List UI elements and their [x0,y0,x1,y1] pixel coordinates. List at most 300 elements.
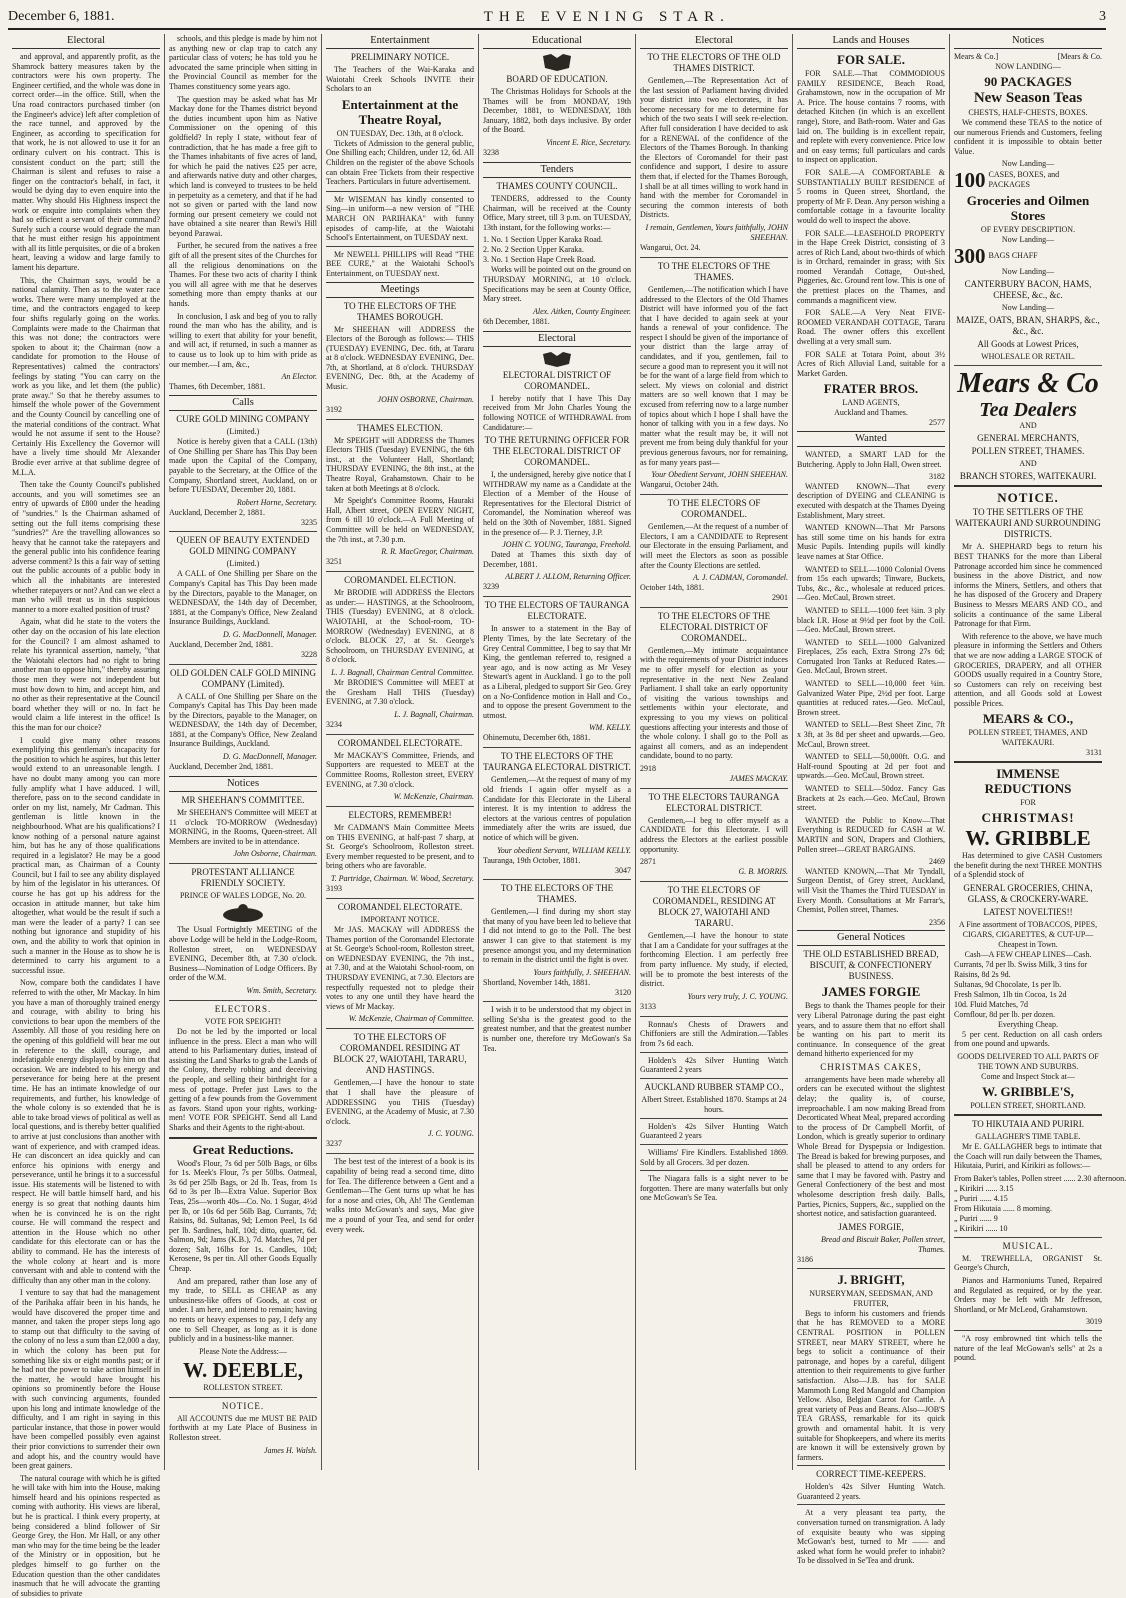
advert-title: CORRECT TIME-KEEPERS. [816,1469,926,1480]
new-season-teas: New Season Teas [973,90,1083,106]
issue-date: December 6, 1881. [8,9,115,24]
dateline: Thames, 6th December, 1881. [169,382,266,392]
advert-address: ROLLESTON STREET. [203,1382,283,1392]
advert-body: A CALL of One Shilling per Share on the Company's Capital has This Day been made by the Directors, payable to the Manager, on WEDNESDAY, the 14th day of December, 1881, at the Company's Office, New Zealand Insurance Buildings, Auckland. [169,569,317,627]
divider [169,1397,317,1398]
reductions-christmas: CHRISTMAS! [981,810,1075,826]
wanted-ad: WANTED the Public to Know—That Everything is REDUCED for CASH at W. MARTIN and SON, Drapers and Clothiers, Pollen street—GREAT BARGAINS. [797,815,945,854]
notice-date: Shortland, November 14th, 1881. [483,977,591,987]
mears-tag-right: [Mears & Co. [1057,52,1102,61]
meeting-body: Gentlemen,—I have the honour to state that I shall have the pleasure of ADDRESSING you THIS (Tuesday) EVENING, at the Academy of Music, at 7.30 o'clock. [326,1078,474,1126]
tender-title: THAMES COUNTY COUNCIL. [496,180,618,191]
advert-signature: Robert Horne, Secretary. [236,497,317,507]
divider [640,1078,788,1079]
column-4 [479,34,636,1470]
article-paragraph: schools, and this pledge is made by him not as anything new or clap trap to catch any particular class of voters; he has told you he advocated the same principle when sitting in the Provincial Council as member for the Thames constituency some years ago. [169,34,317,91]
merchant-trade: NURSERYMAN, SEEDSMAN, AND FRUITER, [809,1288,933,1308]
advert-title: QUEEN OF BEAUTY EXTENDED GOLD MINING COMPANY [176,535,310,557]
timetable-body: Mr E. GALLAGHER begs to intimate that the Coach will run daily between the Thames, Hikutaia, Puriri, and Kirikiri as follows:— [954,1142,1102,1171]
divider [640,257,788,258]
advert-body: A CALL of One Shilling per Share on the Company's Capital has This Day been made by the Directors, payable to the Manager, on WEDNESDAY, the 14th day of December, 1881, at the Company's Office, New Zealand Insurance Buildings, Auckland. [169,691,317,749]
cadman-notice [640,498,788,603]
wholesale-retail: WHOLESALE OR RETAIL. [981,352,1075,362]
divider [169,1137,317,1139]
mears-address: POLLEN STREET, THAMES, AND WAITEKAURI. [968,728,1088,748]
tea-advert: I wish it to be understood that my object in selling Se'sha is the greatest good to the greatest number, and that the greatest number is number one, therefore try McGowan's Sa Tea. [483,1005,631,1053]
wanted-ad: WANTED KNOWN—That every description of DYEING and CLEANING is executed with despatch at the Thames Dyeing Establishment, Mary street. [797,481,945,520]
meeting-body: Mr SHEEHAN will ADDRESS the Electors of the Borough as follows:— THIS (TUESDAY) EVENING, Dec. 6th, at Tararu at 8 o'clock. WEDNESDAY EVENING, Dec. 7th, at Shortland, at 8 o'clock. THURSDAY EVENING, Dec. 8th, at the Academy of Music. [326,324,474,392]
article-paragraph: and approval, and apparently profit, as the Shamrock battery measures taken by the contractors were his own property. The Engineer certified, and the whole was done in correct order—in the office. Still, when the Una road contractors purchased timber (on the Engineer's advice) left after completion of the race tunnel, and approved by the Engineer, as according to specification for that work, he is not allowed to use it for an ordinary culvert on his contract. This is consistent conduct on the part; still the Chairman is silent and refuses to raise a finger on the contractor's behalf, in fact, it would be dying day to even enquire into the matter. Why should His Highness inspect the work or enquire into complaints when they had so efficient a servant of their command? Surely such a course would degrade the man that he must either resign his appointment with all its little perquisites, or die of a broken heart, leaving a widow and large family to lament his departure. [12,52,160,273]
meeting-body: Mr BRODIE will ADDRESS the Electors as under:— HASTINGS, at the Schoolroom, THIS (Tuesday) EVENING, at 8 o'clock. WAIOTAHI, at the School-room, TO-MORROW (Wednesday) EVENING, at 8 o'clock. BLOCK 27, at St. George's Schoolroom, on THURSDAY EVENING, at 8 o'clock. [326,588,474,665]
notice-body: Gentlemen,—I find during my short stay that many of you have been led to believe that I did not intend to go to the Poll. The best answer I can give to that statement is my presence amongst you, and my determination to remain in the district until the fight is over. [483,907,631,965]
divider [640,788,788,789]
advert-subtitle: (Limited.) [226,559,260,569]
advert-number: 3186 [797,1254,813,1264]
notice-signature: Yours faithfully, J. SHEEHAN. [533,967,631,977]
wanted-ad: WANTED to SELL—10,000 feet ¼in. Galvanized Water Pipe, 2½d per foot. Large quantities at reduced rates.—Geo. McCaul, Brown street. [797,679,945,717]
meeting-number: 3192 [326,404,342,414]
musical-body: Pianos and Harmoniums Tuned, Repaired and Regulated as required, or by the year. Orders may be left with Mr Jeffreson, Shortland, or Mr McLeod, Grahamstown. [954,1276,1102,1314]
notice-body: With reference to the above, we have much pleasure in informing the Settlers and Others that we are now adding a LARGE STOCK of GROCERIES, DRAPERY, and all OTHER GOODS usually required in a Country Store, so Customers can rely on receiving best attention, and all Goods sold at Lowest possible Prices. [954,631,1102,708]
notice-number: 2871 [640,857,656,867]
musical-name: M. TREWHELLA, ORGANIST St. George's Church, [954,1253,1102,1273]
gribble-tobacco: A Fine assortment of TOBACCOS, PIPES, CIGARS, CIGARETTES, & CUT-UP—Cheapest in Town. [958,919,1098,949]
notice-number: 3047 [615,865,631,875]
meeting-title: COROMANDEL ELECTORATE. [337,902,463,913]
divider [797,1504,945,1505]
meeting-signature: L. J. Bagnall, Chairman. [394,709,474,719]
gribble-cheap: Everything Cheap. [998,1019,1058,1029]
meeting-body: Mr JAS. MACKAY will ADDRESS the Thames portion of the Coromandel Electorate at St. George's School-room, Rolleston street, on WEDNESDAY EVENING, the 7th inst., at 7.30, and at the Waiotahi School-room, on THURSDAY EVENING, at 7.30. Electors are respectfully requested not to pledge their votes to any one until they have heard the views of Mr Mackay. [326,925,474,1011]
notice-body: Gentlemen,—I beg to offer myself as a CANDIDATE for this Electorate. I will address the Electors at the earliest possible opportunity. [640,815,788,854]
divider [640,1052,788,1053]
property-listing: FOR SALE.—LEASEHOLD PROPERTY in the Hape Creek District, consisting of 3 acres of Rich Land, about two-thirds of which is in Orchard, remainder in grass; with Six roomed Verandah Cottage, Out-shed, Piggeries, &c. Ground rent low. This is one of the prettiest places on the Thames, and commands a magnificent view. [797,228,945,305]
wanted-ad: WANTED, a SMART LAD for the Butchering. Apply to John Hall, Owen street. [797,450,945,469]
meeting-sheehan [326,301,474,415]
notice-title: PRELIMINARY NOTICE. [350,52,450,62]
notice-title: TO THE ELECTORS TAURANGA ELECTORAL DISTRICT. [648,791,780,813]
divider [640,607,788,608]
timetable-row: „ Kirikiri ...... 3.15 [954,1183,1014,1193]
tea-dealers-logo: Tea Dealers [979,399,1077,422]
notice-title: PROTESTANT ALLIANCE FRIENDLY SOCIETY. [191,867,295,889]
packages-headline: 90 PACKAGES [984,74,1072,89]
notice-signature: Yours very truly, J. C. YOUNG. [687,991,788,1001]
meeting-signature: W. McKenzie, Chairman of Committee. [348,1014,474,1024]
notice-body: Gentlemen,—My intimate acquaintance with the requirements of your District induces me to offer myself for election as your representative in the next New Zealand Parliament. I shall take an early opportunity of visiting the various townships and settlements within your electorate, and expressing to you my views on political questions affecting your interests and those of the whole colony. I shall go to the Poll as against all comers, and as an independent candidate, bound to no party. [640,645,788,761]
meeting-title: COROMANDEL ELECTORATE. [337,737,463,748]
tea-advert: "A rosy embrowned tint which tells the nature of the leaf McGowan's sells" at 2s a pound. [954,1333,1102,1363]
notice-body: Tickets of Admission to the general public, One Shilling each; Children, under 12, 6d. All Children on the register of the above Schools can obtain Free Tickets from their respective Teachers. Particulars in future advertisement. [326,138,474,187]
small-advert: Ronnau's Chests of Drawers and Chiffoniers are still the Admiration.—Tables from 7s 6d each. [640,1019,788,1048]
notice-date: Ohinemutu, December 6th, 1881. [483,733,591,743]
gribble-address: POLLEN STREET, SHORTLAND. [970,1101,1086,1111]
column-heading: Electoral [12,34,160,49]
tender-date: 6th December, 1881. [483,316,550,326]
notice-signature: I remain, Gentlemen, Yours faithfully, JOHN SHEEHAN. [645,222,788,242]
advert-number: 3019 [1086,1317,1102,1327]
mears-header [954,52,1102,62]
advert-title: OLD GOLDEN CALF GOLD MINING COMPANY (Limited). [170,667,316,689]
meeting-number: 3234 [326,719,342,729]
meeting-signature: T. Partridge, Chairman. W. Wood, Secretary. [330,874,474,884]
wanted-ad: WANTED to SELL—50,000ft. O.G. and Half-round Spouting at 2d per foot and upwards.—Geo. McCaul, Brown street. [797,752,945,781]
page-columns [8,34,1126,1598]
notice-signature: A. J. CADMAN, Coromandel. [692,573,788,583]
property-listing: FOR SALE at Totara Point, about 3½ Acres of Rich Alluvial Land, suitable for a Market Garden. [797,349,945,378]
notice-body: Mr A. SHEPHARD begs to return his BEST THANKS for the more than Liberal Patronage accorded him since he commenced business in the above District, and now informs the Miners, Settlers, and others that he has disposed of the Grocery and Drapery Business to Messrs MEARS AND CO., and solicits a continuance of the same Liberal Patronage for that Firm. [954,542,1102,629]
mears-name: MEARS & CO., [982,711,1074,727]
morris-notice [640,792,788,877]
notice-headline: Entertainment at the Theatre Royal, [341,96,459,127]
article-paragraph: Then take the County Council's published accounts, and you will sometimes see an entry of upwards of £800 under the heading of "sundries." Is the Chairman ashamed of setting out the full items comprising these "sundries?" Are the travelling allowances so heavy that he cannot take the ratepayers and the general public into his confidence fearing adverse comment? Is this a fair way of setting out the public accounts of a public body in which all the inhabitants are interested whether ratepayers or not? And can we elect a man who will treat us in this suspicious manner to a more exalted position of trust? [12,480,160,614]
notice-body: All ACCOUNTS due me MUST BE PAID forthwith at my Late Place of Business in Rolleston street. [169,1413,317,1442]
notice-title: TO THE ELECTORS OF THE TAURANGA ELECTORAL DISTRICT. [483,751,631,773]
notice-number: 3238 [483,147,499,157]
meeting-title: ELECTORS, REMEMBER! [348,810,452,821]
notice-body: Do not be led by the imported or local influence in the press. Elect a man who will attend to his Parliamentary duties, instead of assisting the Land Sharks to grab the Lands of the Colony, thereby robbing and deceiving the people, and selling their birthright for a mess of pottage. Prefer just Laws to the getting of a few pounds from the Government as favors. Stand upon your rights, working-men! VOTE FOR SPEIGHT. Send all Land Sharks and their Agents to the right-about. [169,1027,317,1132]
timetable-row: „ Puriri ...... 4.15 [954,1193,1008,1203]
advert-product: CHRISTMAS CAKES, [820,1061,922,1072]
chaff-desc: BAGS CHAFF [988,251,1038,261]
notice-signature: WM. KELLY. [588,723,631,733]
agent-subtitle: LAND AGENTS, [842,398,900,408]
meeting-title: THAMES ELECTION. [357,422,443,433]
divider [640,881,788,882]
advert-number: 2469 [929,857,945,867]
meeting-number: 3237 [326,1139,342,1149]
notice-date: Dated at Thames this sixth day of December, 1881. [483,550,631,569]
divider [326,1028,474,1029]
column-5 [636,34,793,1470]
advert-body: Notice is hereby given that a CALL (13th) of One Shilling per Share has This Day been made upon the Capital of the Company, payable to the Secretary, at the Office of the Company, Shortland street, Auckland, on or before TUESDAY, December 20, 1881. [169,437,317,495]
gribble-novelties: LATEST NOVELTIES!! [983,906,1073,917]
article-paragraph: The question may be asked what has Mr Mackay done for the Thames district beyond the duties incumbent upon him as Native Commissioner on the opening of this goldfield? In reply I state, without fear of contradiction, that he has made a free gift to the Thames inhabitants of five acres of land, for which he paid the natives £25 per acre, and afterwards native duty and other charges, which land is conveyed to trustees to be held in perpetuity as a cemetery, and that if he had not so given or parted with the land now forming our present cemetery we could not have obtained a site nearer than Rewi's Hill beyond Parawai. [169,94,317,238]
notice-body: Mr NEWELL PHILLIPS will Read "THE BEE CURE," at the Waiotahi School's Entertainment, on TUESDAY next. [326,249,474,278]
article-paragraph: In conclusion, I ask and beg of you to rally round the man who has the ability, and is willing to exert that ability for your benefit, and will act, if returned, in such a manner as to cause us to look up to him with pride as our member.—I am, &c., [169,311,317,369]
meeting-number: 3251 [326,557,342,567]
advert-body: Begs to inform his customers and friends that he has REMOVED to a MORE CENTRAL POSITION in POLLEN STREET, near MARY STREET, where he begs to solicit a continuance of their patronage, and hopes by a careful, diligent attention to their requirements to give further satisfaction. Also—J.B. has for SALE Mammoth Long Red Mangold and Champion Yellow. Also, Belgian Carrot for Cattle. A great variety of Peas and Beans. Also—JOB'S TEA GRASS, remarkable for its quick growth and ornamental habit. It is very suitable for Shopkeepers, and where its merits are known it will be extensively grown by farmers. [797,1308,945,1462]
meeting-subtitle: IMPORTANT NOTICE. [360,915,440,925]
notice-body: Gentlemen,—At the request of many of my old friends I again offer myself as a Candidate for this Electorate in the Liberal interest. It is my intention to address the electors at the various centres of population immediately after the writs are issued, due notice of which will be given. [483,775,631,842]
divider [640,1016,788,1017]
divider [954,1330,1102,1331]
meeting-title: TO THE ELECTORS OF COROMANDEL RESIDING AT BLOCK 27, WAIOTAHI, TARARU, AND HASTINGS. [333,1032,467,1076]
divider [954,761,1102,763]
notice-date: Wangarui, October 24th. [640,480,719,490]
notice-title: TO THE ELECTORS OF THE ELECTORAL DISTRICT OF COROMANDEL. [657,610,771,643]
section-heading-meetings: Meetings [326,282,474,298]
article-paragraph: I could give many other reasons exemplifying this gentleman's incapacity for the position to which he aspires, but this letter would extend to an unreasonable length. I have no doubt many among you can more fully amplify what I have adduced. I will, therefore, pass on to the second candidate in order on my list, namely, Mr Cadman. This gentleman is little known in the neighbourhood. What are his qualifications? I know nothing of a personal nature against him, but has he any of those qualifications required in a legislator? He may be a good practical man, as Chairman of a County Council, but I fail to see any ability displayed by him of the legislator in his utterances. Of course he has got up his address for the occasion in attitude manner, but take him altogether, what would be the result if such a man were the leader of a party? I can see nothing but ignorance and stupidity of his own, and the ability to work that opinion in such a manner in the House as to show he is determined to carry his argument to a successful issue. [12,735,160,975]
tender-item: 2. No. 2 Section Upper Karaka. [483,245,584,255]
brand-subtitle: GENERAL MERCHANTS, [977,433,1079,444]
signature: An Elector. [281,372,317,382]
meeting-title: COROMANDEL ELECTION. [344,575,456,586]
timetable-row: From Hikutaia ...... 8 morning. [954,1203,1052,1213]
tea-advert: The best test of the interest of a book is its capability of being read a second time, ditto for Tea. The difference between a Gent and a Gentleman—The Gent turns up what he has for a nose and cries, Oh, Ah! The Gentleman walks into McGowan's and says, Mac give me a pound of your Tea, and send for order every week. [326,1157,474,1234]
divider [954,365,1102,366]
column-heading: Entertainment [326,34,474,49]
price-line: Fresh Salmon, 1lb tin Cocoa, 1s 2d [954,989,1067,999]
tender-body: TENDERS, addressed to the County Chairman, will be received at the County Office, Mary street, till 3 p.m. on TUESDAY, 13th instant, for the following works:— [483,193,631,232]
maize-line: MAIZE, OATS, BRAN, SHARPS, &c., &c., &c. [956,315,1100,337]
divider [169,531,317,532]
wanted-ad: WANTED to SELL—1000 Colonial Ovens from 15s each upwards; Tinware, Buckets, Tubs, &c., &c., wholesale at reduced prices.—Geo. McCaul, Brown street. [797,564,945,603]
now-landing: NOW LANDING— [995,62,1061,71]
section-heading-wanted: Wanted [797,431,945,447]
notice-number: 2901 [772,593,788,603]
timetable-title: TO HIKUTAIA AND PURIRI. [971,1119,1085,1130]
timetable-row: From Baker's tables, Pollen street ...... 2.30 afternoon. [954,1173,1126,1183]
section-heading-general: General Notices [797,930,945,946]
article-paragraph: This, the Chairman says, would be a national calamity. Then as to the water race works. There were many unemployed at the time, and the contractors engaged to keep four shifts regularly going on the works. Complaints were made to the Chairman that this was not done; the contractors were spoken to about it; the Chairman (now a candidate for promotion to the House of Representatives) calmed the contractors' feelings by stating "You can carry on the work as you like, and let them (the public) prate away." So that he thereby assumes to himself the whole power of the Government and the County Council by cancelling one of the material conditions of the contract. What would he not assume if sent to the House? Certainly His Excellency the Governor will have a lively time should Mr Alexander Brodie ever arrive at that sublime degree of M.L.A. [12,275,160,477]
property-listing: FOR SALE.—A COMFORTABLE & SUBSTANTIALLY BUILT RESIDENCE of 5 rooms in Queen street, Shortland, the property of Mr F. Dean. Any person wishing a comfortable cottage in a favourite locality would do well to inspect the above. [797,167,945,225]
mears-tag-left: Mears & Co.] [954,52,999,61]
advert-number: 2356 [929,917,945,927]
advert-title: Great Reductions. [192,1141,294,1157]
notice-signature: Your obedient Servant, WILLIAM KELLY. [497,845,631,855]
notice-subtitle: VOTE FOR SPEIGHT! [204,1017,282,1026]
notice-title: TO THE ELECTORS OF THE THAMES. [500,883,614,905]
notice-number: 3239 [483,582,499,592]
notice-title: NOTICE. [997,490,1059,506]
wanted-ad: WANTED to SELL—1000 feet ¼in. 3 ply black I.R. Hose at 9½d per foot by the Coil.—Geo. McCaul, Brown street. [797,605,945,635]
article-paragraph: Further, he secured from the natives a free gift of all the present sites of the Churches for all the religious denominations on the Thames. For these two acts of charity I think you will all agree with me that he deserves something more than empty thanks at our hands. [169,241,317,309]
advert-body: Wood's Flour, 7s 6d per 50lb Bags, or 6lbs for 1s. Meek's Flour, 7s per 50lbs. Oatmeal, 3s 6d per 25lb Bags, or 2d lb. Teas, from 1s 6d to 3s per lb—Extra Value. Superior Box Teas, 25s—worth 40s—Co. No. 1 Sugar, 4½d per lb, or 10s 6d per 56lb Bag. Currants, 7d; Raisins, 8d. Sultanas, 9d; Lemon Peel, 1s 6d per lb. Sardines, half, 10d; ditto, quarter, 6d. Salmon, 9d; Jams (K.B.), 7d. Matches, 7d per dozen; Salt, 16lbs for 1s. Candles, 10d; Kerosene, 9s per tin. All other Goods Equally Cheap. [169,1158,317,1274]
meeting-title: TO THE ELECTORS OF THE THAMES BOROUGH. [343,300,457,322]
meeting-signature: W. McKenzie, Chairman. [393,792,474,802]
teas-subtitle: CHESTS, HALF-CHESTS, BOXES. [968,108,1088,117]
coat-of-arms-icon [537,350,577,368]
now-landing: Now Landing— [1001,303,1055,313]
notice-signature: Your Obedient Servant, JOHN SHEEHAN. [651,470,788,480]
lodge-emblem-icon [220,903,266,923]
agent-name: FRATER BROS. [823,381,919,397]
column-heading: Lands and Houses [797,34,945,49]
property-listing: FOR SALE.—A Very Neat FIVE-ROOMED VERANDAH COTTAGE, Tararu Road. The owner offers this excellent dwelling at a very small sum. [797,308,945,347]
groceries-count: 100 [954,168,986,193]
notice-title: TO THE ELECTORS OF THE OLD THAMES DISTRICT. [647,52,781,73]
meeting-signature: J. C. YOUNG. [427,1129,474,1139]
meeting-body: Mr Speight's Committee Rooms, Hauraki Hall, Albert street, OPEN EVERY NIGHT, from 6 till 10 o'clock.—A Full Meeting of Committee will be held on WEDNESDAY, the 7th inst., at 7.30 p.m. [326,496,474,544]
notice-sheehan-committee [169,795,317,859]
groceries-desc: CASES, BOXES, and PACKAGES [988,170,1060,190]
chaff-count: 300 [954,244,986,269]
notice-body: Gentlemen,—At the request of a number of Electors, I am a CANDIDATE to Represent our Electorate in the ensuing Parliament, and will meet the Electors as soon as possible after the County Elections are settled. [640,522,788,570]
newspaper-title: THE EVENING STAR. [483,8,730,25]
tender-items [483,235,631,265]
section-heading-notices: Notices [169,776,317,792]
divider [640,1118,788,1119]
divider [326,246,474,247]
divider [797,1268,945,1269]
article-paragraph: Again, what did he state to the voters the other day on the occasion of his late election for the Council? I am almost ashamed to relate his tyrannical assertion, namely, "that the Waiotahi electors had no right to bring another man to oppose him," thereby assuring those men they were not independent but must bow down to him, and accept him, and no other as their representative at the Council board whether they will or no. In fact he would claim a life interest in the office! Is this the man for our choice? [12,617,160,732]
section-heading-tenders: Tenders [483,162,631,178]
meeting-coromandel-electorate [326,738,474,802]
reductions-title: IMMENSE REDUCTIONS [984,766,1072,797]
timetable-rows [954,1173,1126,1234]
notice-signature: ALBERT J. ALLOM, Returning Officer. [505,572,631,582]
gribble-price-list [954,960,1102,1020]
wanted-ad: WANTED to SELL—50doz. Fancy Gas Brackets at 2s each.—Geo. McCaul, Brown street. [797,784,945,813]
property-listing: FOR SALE.—That COMMODIOUS FAMILY RESIDENCE, Beach Road, Grahamstown, now in the occupation of Mr A. Price. The house contains 7 rooms, with detached Kitchen (in which is an excellent range), Store, and Bath-room. Water and Gas laid on. The building is in excellent repair, and replete with every convenience. Price low and on easy terms; full particulars and cards to inspect on application. [797,69,945,165]
notice-body: Gentlemen,—The notification which I have addressed to the Electors of the Old Thames District will have informed you of the fact that I have decided to again seek at your hands a renewal of your confidence. The respect I should be given of the importance of your district than the large array of candidates, and if you, gentlemen, fail to secure a good man to represent you it will not be for the want of a large field from which to select. My views on colonial and district matters are so well known that I may be excused from referring now to a large number of topics about which I hope I shall have the honor of talking with you in a few days. No matter what the result may be, it will not prevent me from being duly thankful for your previous generous favours, nor for remaining, as for many years past— [640,284,788,467]
advert-title: THE OLD ESTABLISHED BREAD, BISCUIT, & CONFECTIONERY BUSINESS. [803,949,939,982]
notice-number: 3133 [640,1001,656,1011]
advert-signature: D. G. MacDonnell, Manager. [223,629,317,639]
advert-number: 3228 [301,649,317,659]
advert-body: Holden's 42s Silver Hunting Watch. Guaranteed 2 years. [797,1482,945,1501]
advert-body: Begs to thank the Thames people for their very Liberal Patronage during the past eight years, and to assure them that no effort shall be wanting on his part to merit its continuance. In consequence of the great demand hitherto experienced for my [797,1001,945,1059]
groceries-line [954,169,1102,191]
notice-body: Mr SHEEHAN'S Committee will MEET at 11 o'clock TO-MORROW (Wednesday) MORNING, in the Rooms, Queen-street. All Members are invited to be in attendance. [169,808,317,846]
meeting-body: Mr MACKAY'S Committee, Friends, and Supporters are requested to MEET at the Committee Rooms, Rolleston street, EVERY EVENING, at 7.30 o'clock. [326,750,474,789]
small-advert: Williams' Fire Kindlers. Established 1869. Sold by all Grocers. 3d per dozen. [640,1147,788,1167]
advert-number: 3235 [301,517,317,527]
divider [797,1465,945,1466]
meeting-electors-remember [326,810,474,894]
divider [326,419,474,420]
brand-conjunction: AND [1019,421,1037,431]
gribble-come: Come and Inspect Stock at— [981,1072,1075,1082]
small-advert: The Niagara falls is a sight never to be forgotten. There are many waterfalls but only one McGowan's Se Tea. [640,1174,788,1203]
gribble-cash: Cash—A FEW CHEAP LINES—Cash. [964,949,1092,959]
tender-notice [483,181,631,327]
groceries-subtitle: OF EVERY DESCRIPTION. [980,225,1076,235]
sheehan-thames [640,261,788,490]
advert-old-golden-calf [169,668,317,773]
notice-title: TO THE ELECTORS OF THE THAMES. [657,260,771,282]
column-heading: Electoral [640,34,788,49]
meeting-young [326,1032,474,1149]
meeting-mackay [326,902,474,1024]
wanted-ad: WANTED KNOWN,—That Mr Tyndall, Surgeon Dentist, of Grey street, Auckland, will Visit the Thames the Third TUESDAY in Every Month. Consultations at Mr Farrar's, Chemist, Pollen street, Thames. [797,866,945,915]
divider [640,1144,788,1145]
tender-item: 1. No. 1 Section Upper Karaka Road. [483,235,603,245]
divider [326,191,474,192]
divider [326,1153,474,1154]
withdrawal-notice [483,370,631,593]
gribble-goods: GENERAL GROCERIES, CHINA, GLASS, & CROCKERY-WARE. [963,882,1093,904]
notice-body: I, the undersigned, hereby give notice that I WITHDRAW my name as a Candidate at the Election of a Member of the House of Representatives for the Electoral District of Coromandel, the Nomination whereof was held on the 30th of November, 1881. Signed in the presence of— P. J. Tierney, J.P. [483,470,631,537]
divider [954,485,1102,487]
price-line: 10d. Fluid Matches, 7d [954,999,1028,1009]
now-landing: Now Landing— [1001,267,1055,277]
notice-title: TO THE ELECTORS OF COROMANDEL. [667,498,761,520]
column-heading: Notices [954,34,1102,49]
column-3 [322,34,479,1470]
advert-date: Auckland, December 2, 1881. [169,507,265,517]
notice-signature: Wm. Smith, Secretary. [246,986,317,995]
agent-address: Auckland and Thames. [834,408,908,418]
small-advert-title: AUCKLAND RUBBER STAMP CO., [644,1081,784,1092]
wanted-ad: WANTED KNOWN—That Mr Parsons has still some time on his hands for extra Music Pupils. Intending pupils will kindly leave names at Star Office. [797,523,945,561]
price-line: Raisins, 8d 2s 9d. [954,969,1011,979]
notice-subtitle: TO THE SETTLERS OF THE WAITEKAURI AND SURROUNDING DISTRICTS. [955,507,1101,540]
divider [483,747,631,748]
meeting-signature: R. R. MacGregor, Chairman. [381,547,474,557]
tender-item: 3. No. 1 Section Hape Creek Road. [483,255,596,265]
notice-title: ELECTORAL DISTRICT OF COROMANDEL. [502,369,612,391]
meeting-body: Mr CADMAN'S Main Committee Meets on THIS EVENING, at half-past 7 sharp, at St. George's Schoolroom, Rolleston street. Every member requested to be present, and to bring others who are favorable. [326,823,474,871]
advert-date: Auckland, December 2nd, 1881. [169,639,273,649]
divider [483,596,631,597]
notice-body: In answer to a statement in the Bay of Plenty Times, by the late Secretary of the Grey Central Committee, I beg to say that Mr King, the gentleman referred to, resigned a year ago, and is now acting as Mr Vesey Stewart's agent in Auckland. I go to the poll as a Liberal, pledged to support Sir Geo. Grey on a No-Confidence motion in Hall and Co., and to oppose the present Government to the utmost. [483,624,631,720]
divider [483,879,631,880]
young-notice [640,885,788,1012]
education-board-notice [483,74,631,158]
tender-body: Works will be pointed out on the ground on THURSDAY MORNING, at 10 o'clock. Specifications may be seen at County Office, Mary street. [483,265,631,304]
advert-number: 3182 [929,472,945,482]
tea-advert: At a very pleasant tea party, the conversation turned on transmigration. A lady of exquisite beauty who was sipping McGowan's best, turned to Mr —— and asked what form he would prefer to inhabit? To be dissolved in Se'Tea and drunk. [797,1508,945,1566]
tender-signature: Alex. Aitken, County Engineer. [532,306,631,316]
section-heading-calls: Calls [169,395,317,411]
masthead [8,6,1106,30]
coat-of-arms-icon [537,52,577,72]
merchant-name: J. BRIGHT, [837,1271,905,1287]
column-2 [165,34,322,1470]
notice-title: BOARD OF EDUCATION. [506,74,608,84]
divider [326,898,474,899]
divider [954,1114,1102,1116]
advert-merchant-name: W. DEEBLE, [182,1357,304,1382]
gribble-body: Has determined to give CASH Customers the benefit during the next THREE MONTHS of a Splendid stock of [954,851,1102,880]
for-sale-heading: FOR SALE. [837,52,905,67]
advert-cure-gold-mining [169,414,317,527]
advert-body: And am prepared, rather than lose any of my trade, to SELL as CHEAP as any unbusiness-like offers of Goods, at cost or under. I am here, and intend to remain; having no rents or heavy expenses to pay, I defy any one to Sell Cheaper, as long as it is done publicly and in a business-like manner. [169,1276,317,1344]
notice-number: 2918 [640,763,656,773]
notice-body: I hereby notify that I have This Day received from Mr John Charles Young the following NOTICE of WITHDRAWAL from Candidature:— [483,393,631,432]
article-paragraph: I venture to say that had the management of the Parihaka affair been in his hands, he would have discovered the proper time and manner, and taken the proper steps long ago to stamp out that difficulty to the saving of the colony of no less a sum than £2,000 a day, in which the colony has been put for something like six or eight months past; or if he had not the power to take action himself in the matter, he would have brought his opinions so prominently before the House with such convincing arguments, founded upon his long and intimate knowledge of the difficulty, and I am right in saying in this particular instance, that those in power would have been compelled possibly even against their prior convictions to surrender their own and adopt his, and the country would have been great gainers. [12,1288,160,1471]
notice-protestant-alliance [169,867,317,996]
notice-vote-speight [169,1004,317,1133]
teas-body: We commend these TEAS to the notice of our numerous Friends and Customers, feeling confident it is impossible to obtain better Value. [954,118,1102,156]
meeting-number: 3193 [326,884,342,894]
notice-date: October 14th, 1881. [640,583,704,593]
notice-title: TO THE ELECTORS OF TAURANGA ELECTORATE. [484,600,630,622]
small-advert: Holden's 42s Silver Hunting Watch Guaranteed 2 years [640,1055,788,1075]
advert-great-reductions [169,1142,317,1393]
notice-title: TO THE ELECTORS OF COROMANDEL, RESIDING AT BLOCK 27, WAIOTAHI AND TARARU. [652,885,776,929]
meeting-thames-election [326,423,474,568]
notice-date: Wangarui, Oct. 24. [640,242,701,252]
price-line: Cornflour, 8d per lb. per dozen. [954,1009,1055,1019]
meeting-signature: L. J. Bagnall, Chairman Central Committee. [331,667,474,677]
advert-number: 3131 [1086,748,1102,758]
meeting-body: Mr SPEIGHT will ADDRESS the Thames Electors THIS (Tuesday) EVENING, the 6th inst., at the Volunteer Hall, Shortland; THURSDAY EVENING, the 8th inst., at the Theatre Royal, Grahamstown. Chair to be taken at both Meetings at 8 o'clock. [326,435,474,493]
notice-signature: Vincent E. Rice, Secretary. [546,137,631,147]
gribble-delivery: GOODS DELIVERED TO ALL PARTS OF THE TOWN AND SUBURBS. [957,1052,1099,1072]
notice-accounts-due [169,1401,317,1456]
meeting-coromandel-election [326,575,474,730]
advert-title: CURE GOLD MINING COMPANY [176,414,310,425]
article-paragraph: Now, compare both the candidates I have referred to with the other, Mr Mackay. In him you have a man of thoroughly trained energy and courage, with ability to bring his convictions to bear upon the members of the Assembly. All those of you residing here on the opening of this goldfield will bear me out in reference to the skill, courage, and indefatigable energy displayed by him on that occasion. We are indebted to his energy and perseverance for being here at the present time. He has an intimate knowledge of our requirements, and further, his knowledge of the whole colony is so extended that he is able to take broad views of political as well as local questions, and is thereby better qualified to arrive at just conclusions than another with want of experience, and with cramped ideas. He can disconcert an idea quickly and can enforce his opinions with energy and perseverance, until he brings it to a successful issue. His statements will be listened to with respect. He will battle himself hard, and his energy is so great that nothing daunts him when he is convinced he is on the right course. He will command the respect and attention in the House which no other candidate for this electorate can or has the ability to command. He has the interests of the whole colony at heart and is more conversant with and able to contend with the difficulty than any other man in the colony. [12,978,160,1285]
wanted-ad: WANTED to SELL—1000 Galvanized Fireplaces, 25s each, Extra Strong 27s 6d; Corrugated Iron Tanks at Reduced Rates.—Geo. McCaul, Brown street. [797,637,945,676]
divider [640,1170,788,1171]
brand-conjunction: AND [1019,459,1037,469]
advert-number: 2577 [929,418,945,428]
column-7 [950,34,1126,1470]
tauranga-notice [483,600,631,743]
meeting-signature: JOHN OSBORNE, Chairman. [377,394,474,404]
mackay-notice [640,611,788,784]
notice-body: Mr WISEMAN has kindly consented to Sing—in uniform—a new version of "THE MARCH ON PARIHAKA" with funny episodes of camp-life, at the Waiotahi School's Entertainment, on TUESDAY next. [326,194,474,243]
notice-number: 3120 [615,987,631,997]
notice-title: ELECTORS. [214,1004,272,1014]
page-number: 3 [1098,9,1106,24]
wanted-ad: WANTED to SELL—Best Sheet Zinc, 7ft x 3ft, at 3s 8d per sheet and upwards.—Geo. McCaul, Brown street. [797,720,945,749]
now-landing: Now Landing— [1001,159,1055,169]
